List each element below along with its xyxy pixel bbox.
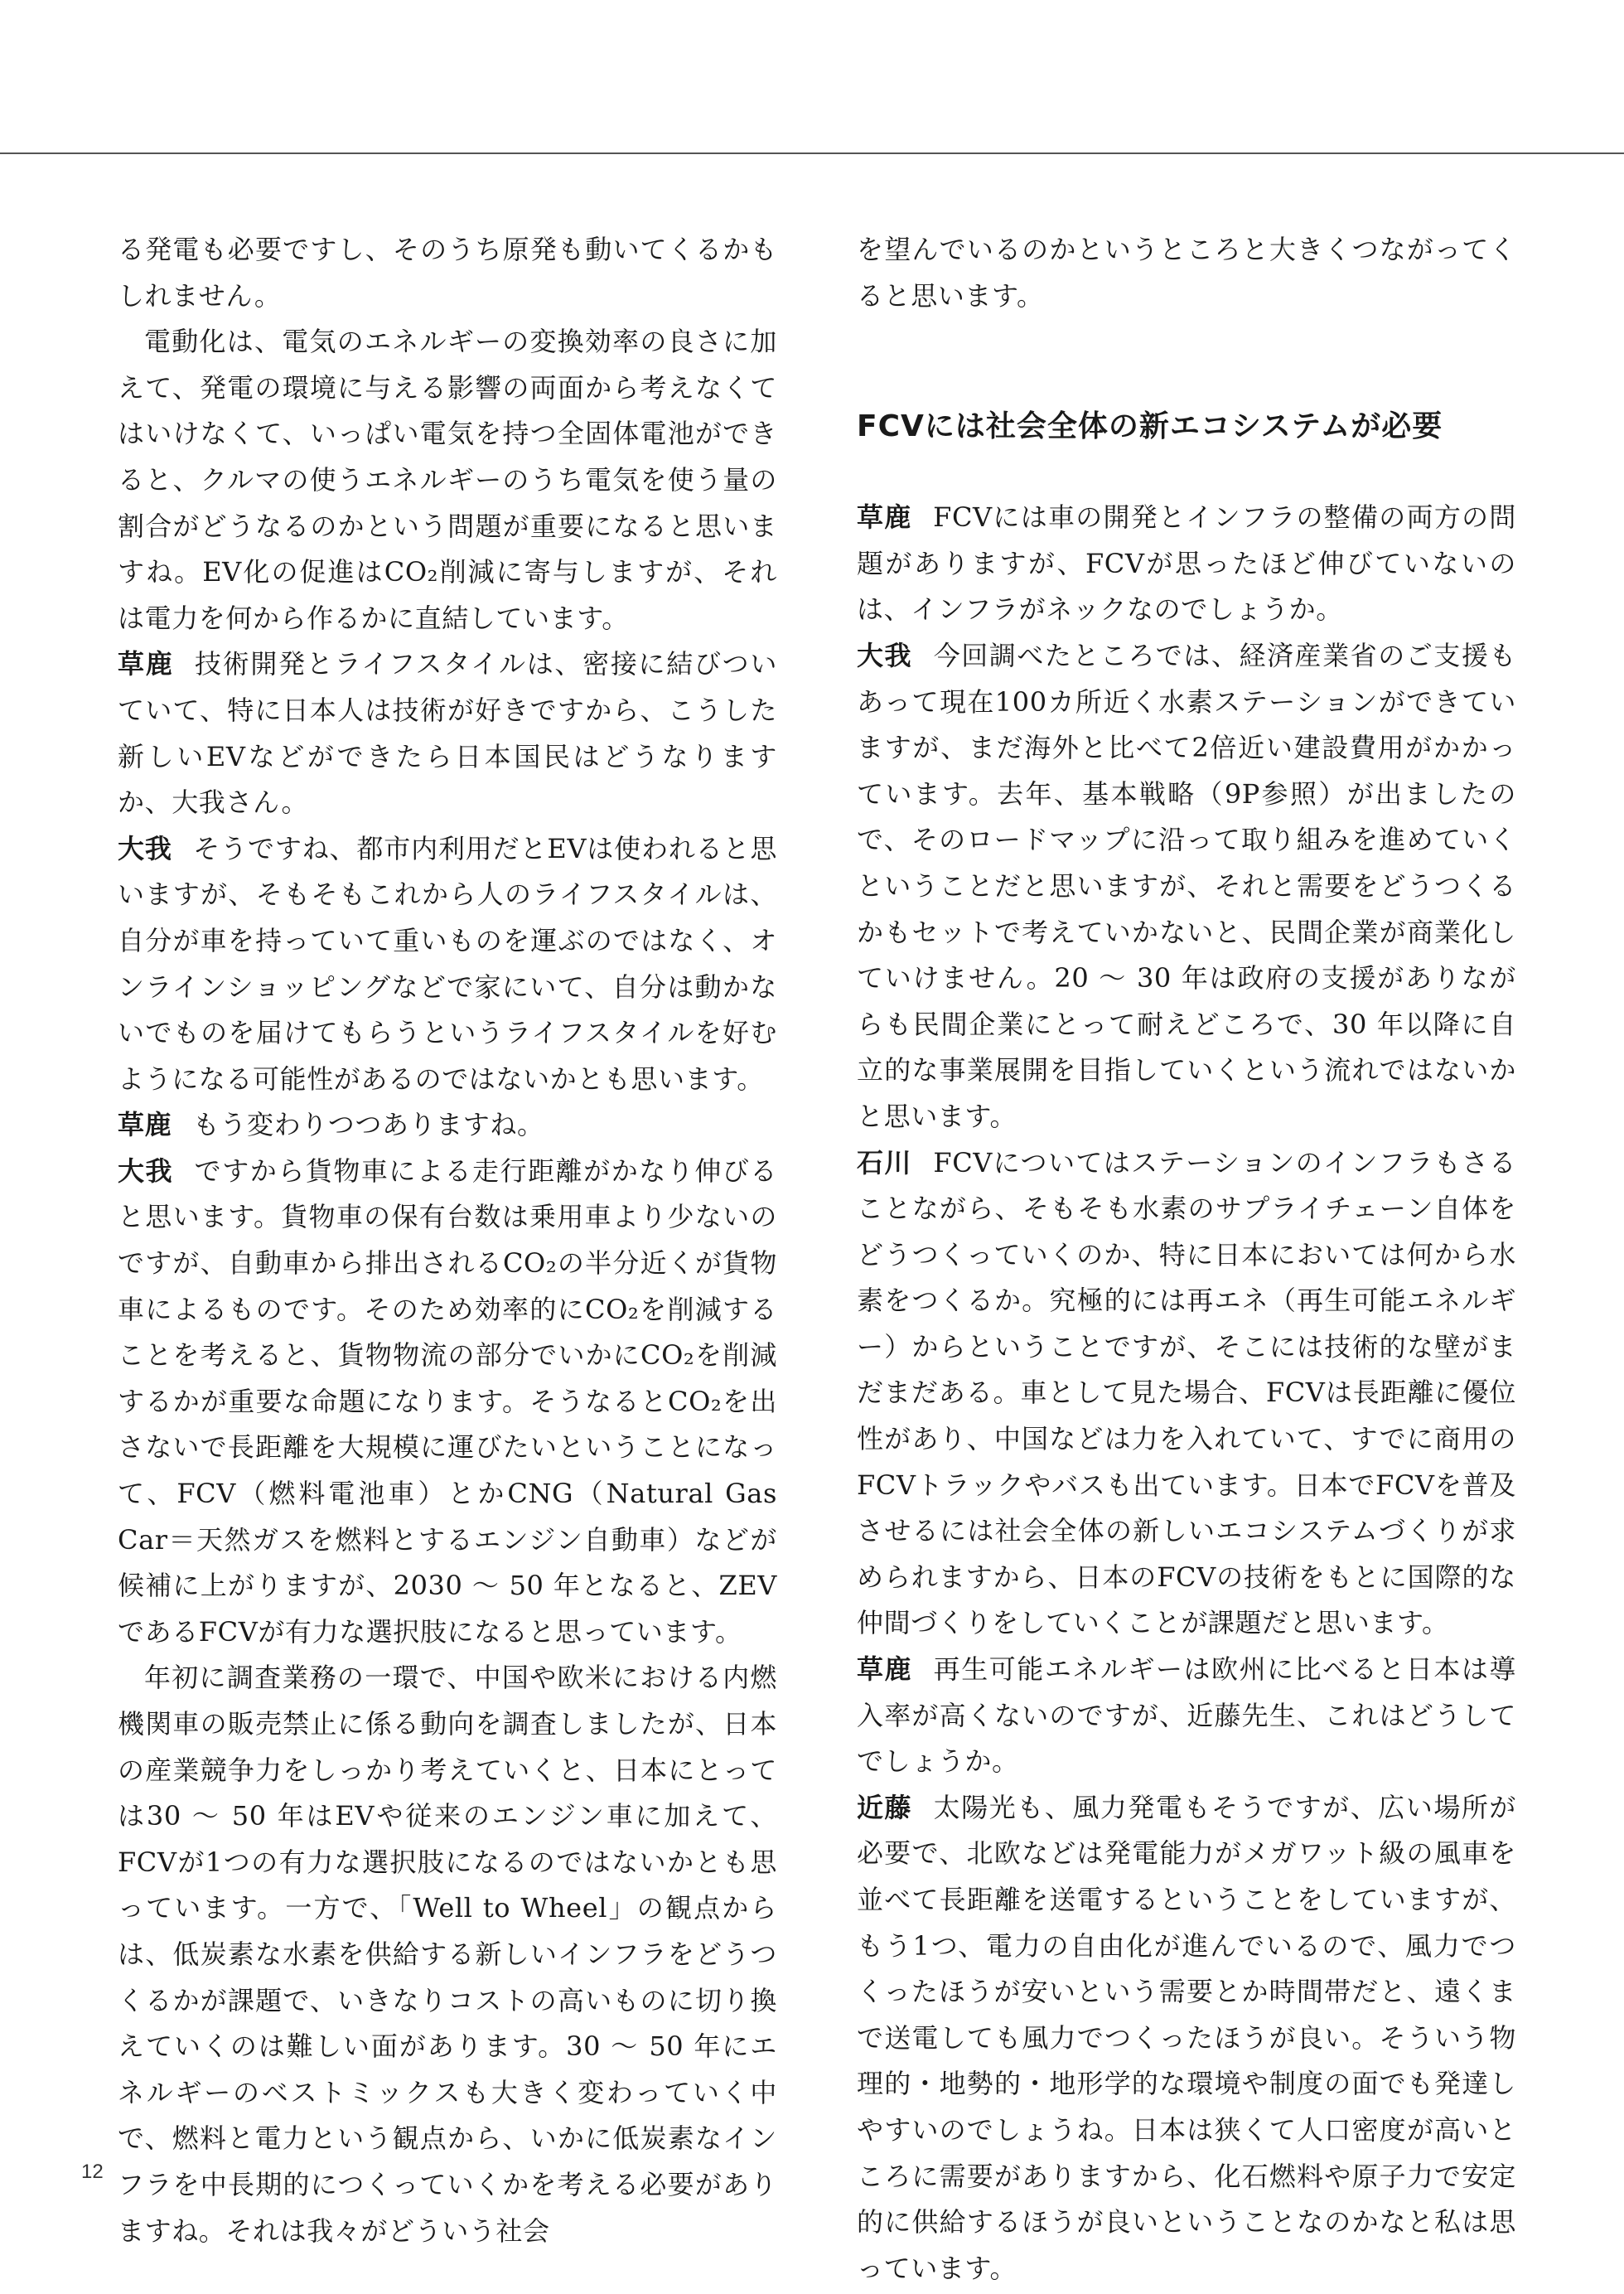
speech-text: ですから貨物車による走行距離がかなり伸びると思います。貨物車の保有台数は乗用車より少ないのですが、自動車から排出されるCO₂の半分近くが貨物車によるものです。そのため効率的にCO₂を削減することを考えると、貨物物流の部分でいかにCO₂を削減するかが重要な命題になります。そうなるとCO₂を出さないで長距離を大規模に運びたいということになって、FCV（燃料電池車）とかCNG（Natural Gas Car＝天然ガスを燃料とするエンジン自動車）などが候補に上がりますが、2030 ～ 50 年となると、ZEVであるFCVが有力な選択肢になると思っています。 xyxy=(118,1154,777,1648)
dialogue-line xyxy=(857,1785,1516,2292)
dialogue-line xyxy=(118,826,777,1103)
speaker-name: 大我 xyxy=(118,832,172,864)
speech-text: FCVには車の開発とインフラの整備の両方の問題がありますが、FCVが思ったほど伸びていないのは、インフラがネックなのでしょうか。 xyxy=(857,501,1517,626)
dialogue-line xyxy=(857,1140,1516,1648)
speaker-name: 草鹿 xyxy=(857,501,912,534)
speech-text: 今回調べたところでは、経済産業省のご支援もあって現在100カ所近く水素ステーションができていますが、まだ海外と比べて2倍近い建設費用がかかっています。去年、基本戦略（9P参照）が出ましたので、そのロードマップに沿って取り組みを進めていくということだと思いますが、それと需要をどうつくるかもセットで考えていかないと、民間企業が商業化していけません。20 ～ 30 年は政府の支援がありながらも民間企業にとって耐えどころで、30 年以降に自立的な事業展開を目指していくという流れではないかと思います。 xyxy=(857,639,1517,1132)
speaker-name: 大我 xyxy=(857,639,913,671)
speech-text: 技術開発とライフスタイルは、密接に結びついていて、特に日本人は技術が好きですから、こうした新しいEVなどができたら日本国民はどうなりますか、大我さん。 xyxy=(118,648,777,819)
speaker-name: 草鹿 xyxy=(118,1109,172,1141)
speaker-name: 草鹿 xyxy=(857,1653,913,1686)
dialogue-line xyxy=(857,633,1516,1140)
dialogue-line xyxy=(118,1102,777,1149)
dialogue-line xyxy=(118,641,777,825)
dialogue-line xyxy=(857,1647,1516,1785)
speaker-name: 近藤 xyxy=(857,1791,913,1823)
dialogue-line xyxy=(118,1149,777,1656)
speech-text: FCVについてはステーションのインフラもさることながら、そもそも水素のサプライチェーン自体をどうつくっていくのか、特に日本においては何から水素をつくるか。究極的には再エネ（再生可能エネルギー）からということですが、そこには技術的な壁がまだまだある。車として見た場合、FCVは長距離に優位性があり、中国などは力を入れていて、すでに商用のFCVトラックやバスも出ています。日本でFCVを普及させるには社会全体の新しいエコシステムづくりが求められますから、日本のFCVの技術をもとに国際的な仲間づくりをしていくことが課題だと思います。 xyxy=(857,1146,1516,1639)
speaker-name: 草鹿 xyxy=(118,648,174,680)
paragraph: る発電も必要ですし、そのうち原発も動いてくるかもしれません。 xyxy=(118,234,777,312)
header-rule xyxy=(0,152,1624,154)
dialogue-line xyxy=(857,495,1516,633)
left-column xyxy=(118,227,777,2254)
speech-text: そうですね、都市内利用だとEVは使われると思いますが、そもそもこれから人のライフスタイルは、自分が車を持っていて重いものを運ぶのではなく、オンラインショッピングなどで家にいて、自分は動かないでものを届けてもらうというライフスタイルを好むようになる可能性があるのではないかとも思います。 xyxy=(118,832,777,1095)
paragraph: 電動化は、電気のエネルギーの変換効率の良さに加えて、発電の環境に与える影響の両面から考えなくてはいけなくて、いっぱい電気を持つ全固体電池ができると、クルマの使うエネルギーのうち電気を使う量の割合がどうなるのかという問題が重要になると思いますね。EV化の促進はCO₂削減に寄与しますが、それは電力を何から作るかに直結しています。 xyxy=(118,326,777,634)
right-column xyxy=(857,227,1516,2292)
paragraph: を望んでいるのかというところと大きくつながってくると思います。 xyxy=(857,234,1516,312)
speech-text: 太陽光も、風力発電もそうですが、広い場所が必要で、北欧などは発電能力がメガワット級の風車を並べて長距離を送電するということをしていますが、もう1つ、電力の自由化が進んでいるので、風力でつくったほうが安いという需要とか時間帯だと、遠くまで送電しても風力でつくったほうが良い。そういう物理的・地勢的・地形学的な環境や制度の面でも発達しやすいのでしょうね。日本は狭くて人口密度が高いところに需要がありますから、化石燃料や原子力で安定的に供給するほうが良いということなのかなと私は思っています。 xyxy=(857,1791,1516,2284)
section-heading: FCVには社会全体の新エコシステムが必要 xyxy=(857,409,1443,444)
speech-text: もう変わりつつありますね。 xyxy=(192,1109,544,1141)
page-number: 12 xyxy=(81,2161,104,2183)
speaker-name: 大我 xyxy=(118,1154,174,1187)
paragraph: 年初に調査業務の一環で、中国や欧米における内燃機関車の販売禁止に係る動向を調査しましたが、日本の産業競争力をしっかり考えていくと、日本にとっては30 ～ 50 年はEVや従来のエンジン車に加えて、FCVが1つの有力な選択肢になるのではないかとも思っています。一方で、「Well to Wheel」の観点からは、低炭素な水素を供給する新しいインフラをどうつくるかが課題で、いきなりコストの高いものに切り換えていくのは難しい面があります。30 ～ 50 年にエネルギーのベストミックスも大きく変わっていく中で、燃料と電力という観点から、いかに低炭素なインフラを中長期的につくっていくかを考える必要がありますね。それは我々がどういう社会 xyxy=(118,1662,777,2247)
speech-text: 再生可能エネルギーは欧州に比べると日本は導入率が高くないのですが、近藤先生、これはどうしてでしょうか。 xyxy=(857,1653,1516,1778)
speaker-name: 石川 xyxy=(857,1146,912,1178)
